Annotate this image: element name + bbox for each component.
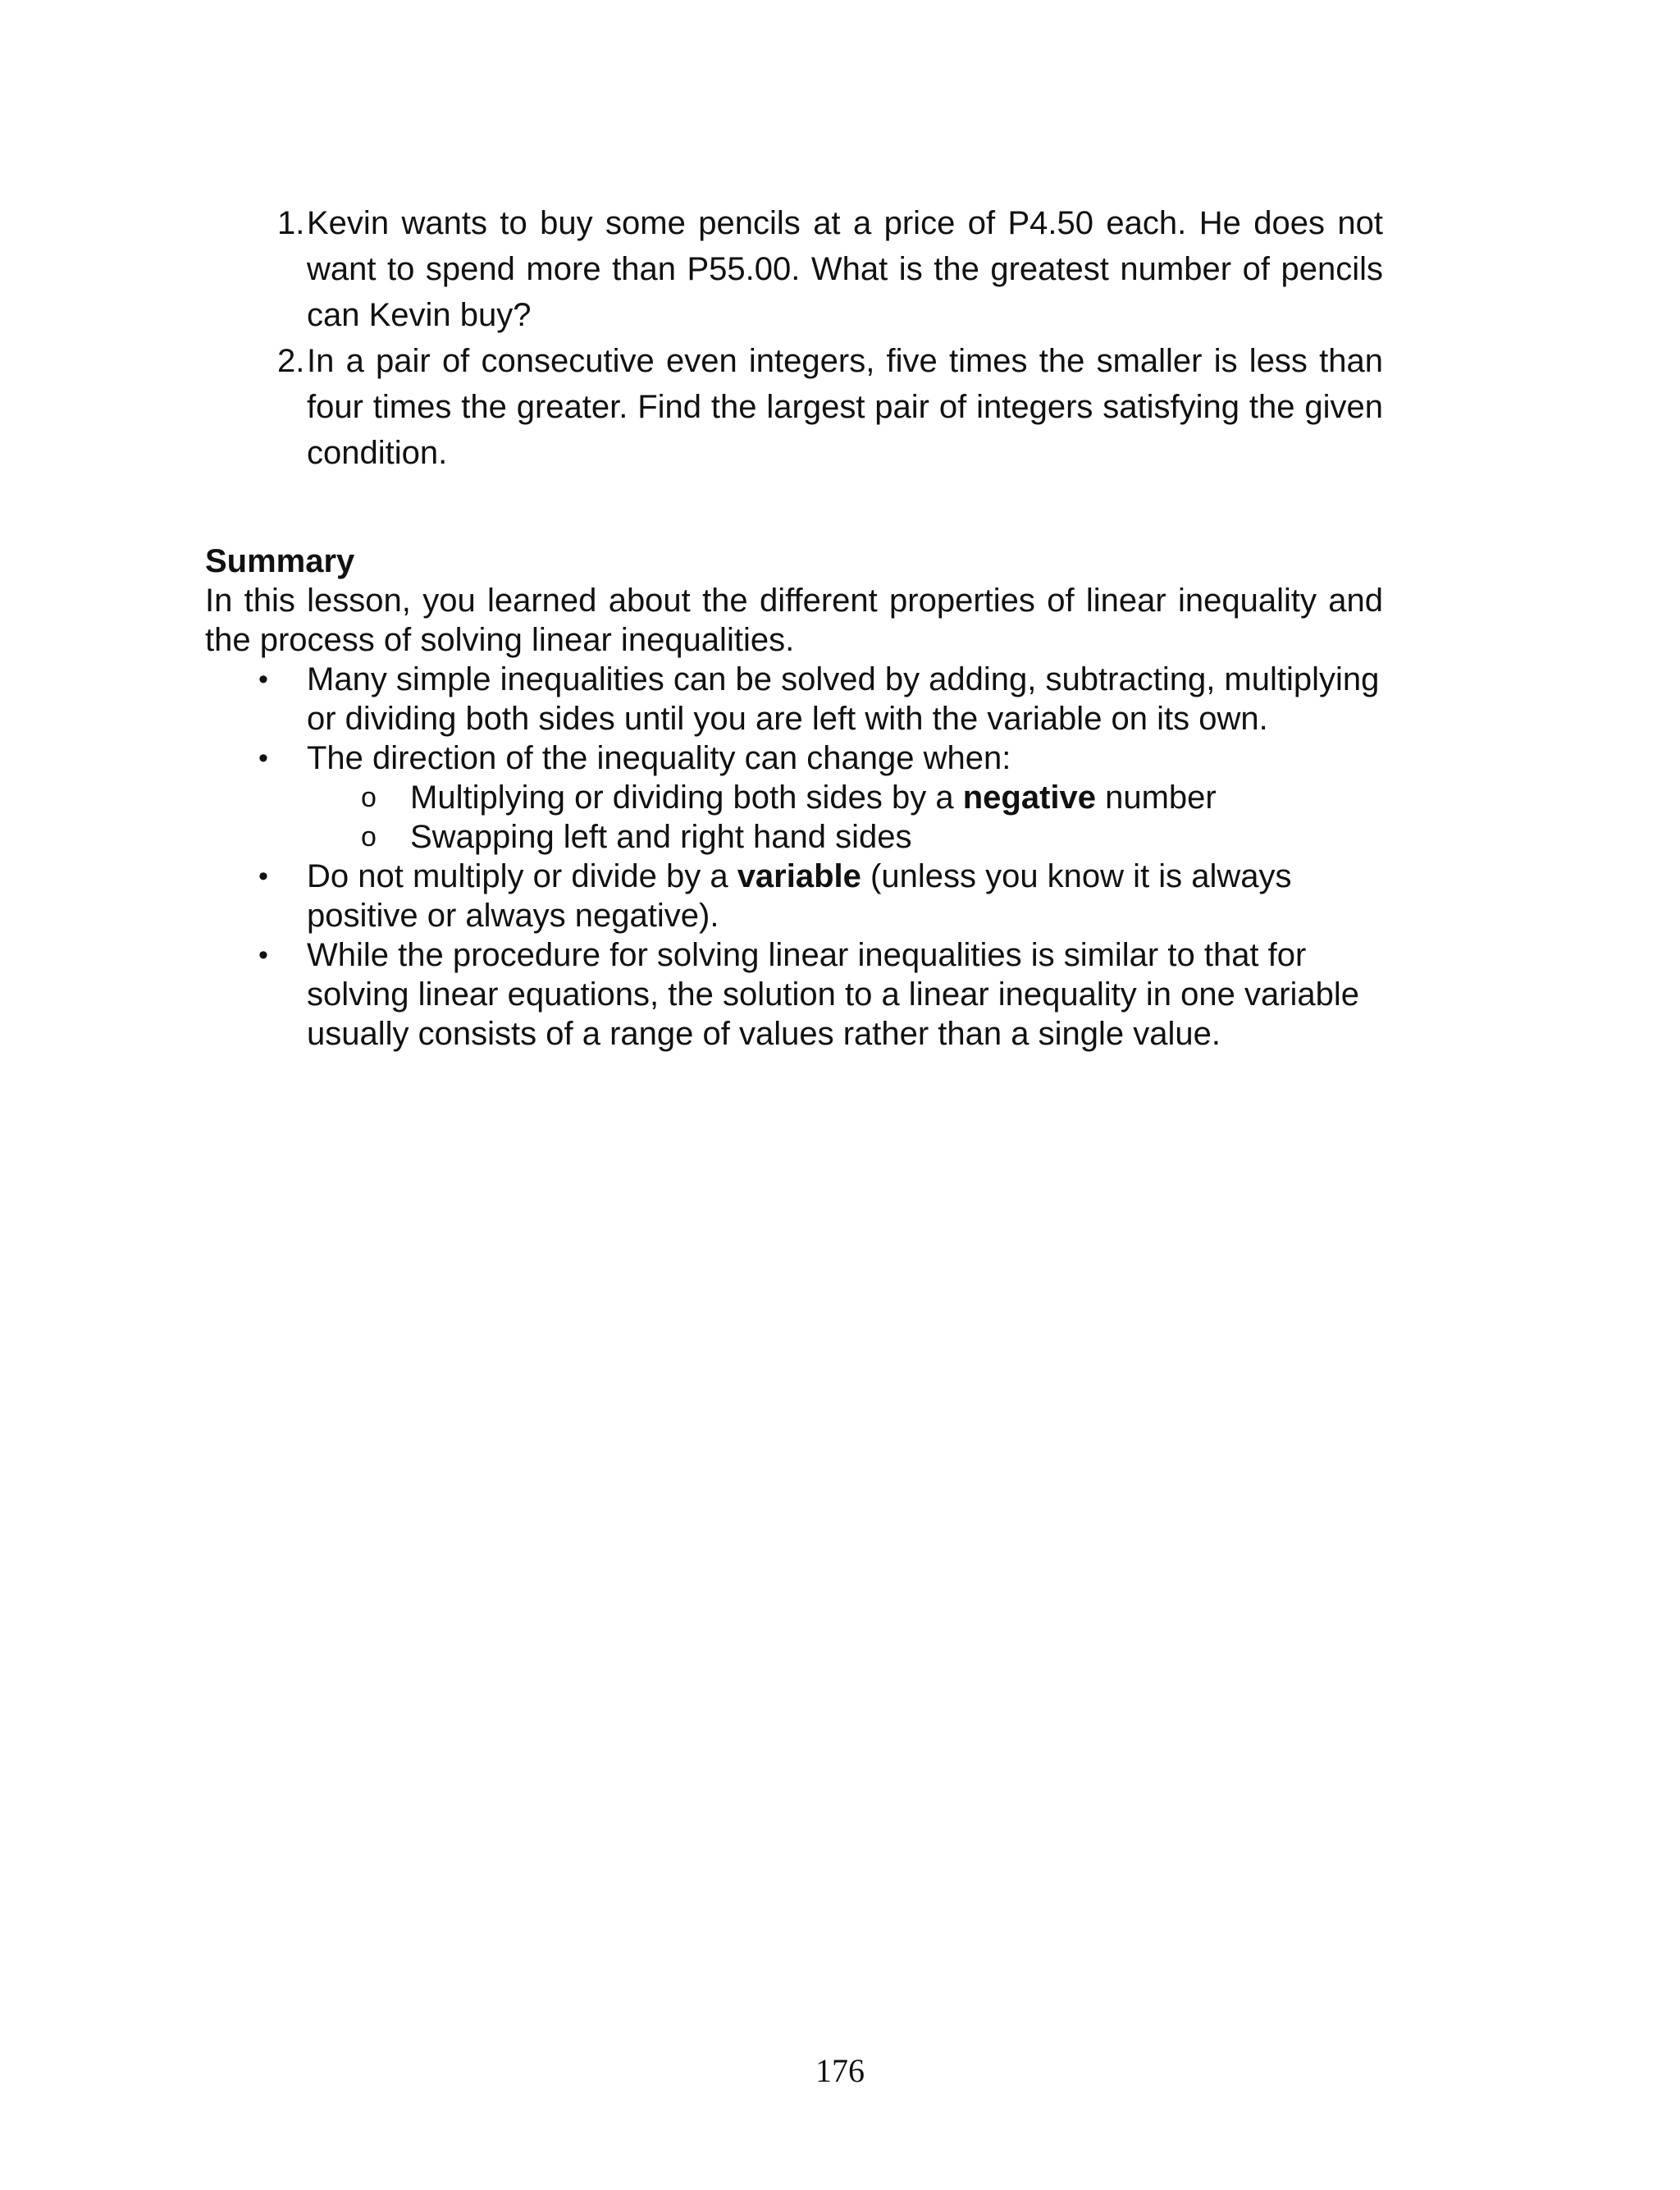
bullet-icon: • bbox=[258, 861, 268, 892]
summary-sub-list bbox=[205, 778, 1383, 857]
bullet-text bbox=[307, 857, 1383, 935]
summary-bullet-4 bbox=[205, 935, 1383, 1054]
exercise-number-label: 1. bbox=[277, 205, 305, 241]
bullet-text-bold: variable bbox=[737, 858, 861, 894]
sub-bullet-text: Swapping left and right hand sides bbox=[410, 819, 912, 855]
exercise-text: Kevin wants to buy some pencils at a price of P4.50 each. He does not want to spend more than P55.00. What is the greatest number of pencils can Kevin buy? bbox=[307, 205, 1383, 333]
sub-bullet-text bbox=[410, 778, 1383, 817]
bullet-text-post: (unless you know it is always positive or always negative). bbox=[307, 858, 1292, 934]
exercise-list bbox=[205, 200, 1383, 476]
page-content bbox=[205, 200, 1383, 1054]
summary-bullet-list bbox=[205, 660, 1383, 778]
exercise-number bbox=[205, 200, 307, 338]
bullet-icon: • bbox=[258, 743, 268, 774]
sub-bullet-text-bold: negative bbox=[962, 780, 1096, 816]
summary-sub-bullet-1 bbox=[205, 778, 1383, 817]
exercise-item-1 bbox=[205, 200, 1383, 338]
bullet-text: While the procedure for solving linear inequalities is similar to that for solving linear equations, the solution to a linear inequality in one variable usually consists of a range of values rather than a single value. bbox=[307, 937, 1360, 1052]
bullet-icon: • bbox=[258, 940, 268, 971]
exercise-number-label: 2. bbox=[277, 343, 305, 379]
sub-bullet-text-post: number bbox=[1096, 780, 1217, 816]
summary-bullet-3 bbox=[205, 857, 1383, 935]
bullet-text: The direction of the inequality can change when: bbox=[307, 740, 1011, 776]
page-number: 176 bbox=[815, 2052, 865, 2089]
summary-bullet-list-continued bbox=[205, 857, 1383, 1054]
circle-bullet-icon: o bbox=[361, 821, 377, 853]
circle-bullet-icon: o bbox=[361, 782, 377, 813]
summary-sub-bullet-2 bbox=[205, 817, 1383, 857]
exercise-text: In a pair of consecutive even integers, five times the smaller is less than four times the greater. Find the largest pair of integers satisfying the given condition. bbox=[307, 343, 1383, 471]
exercise-item-2 bbox=[205, 338, 1383, 476]
summary-bullet-2 bbox=[205, 738, 1383, 778]
summary-intro: In this lesson, you learned about the different properties of linear inequality and the process of solving linear inequalities. bbox=[205, 583, 1383, 658]
summary-bullet-1 bbox=[205, 660, 1383, 738]
exercise-number bbox=[205, 338, 307, 476]
summary-heading: Summary bbox=[205, 543, 355, 579]
sub-bullet-text-pre: Multiplying or dividing both sides by a bbox=[410, 780, 963, 816]
bullet-icon: • bbox=[258, 664, 268, 695]
bullet-text: Many simple inequalities can be solved by adding, subtracting, multiplying or dividing both sides until you are left with the variable on its own. bbox=[307, 661, 1380, 737]
bullet-text-pre: Do not multiply or divide by a bbox=[307, 858, 737, 894]
